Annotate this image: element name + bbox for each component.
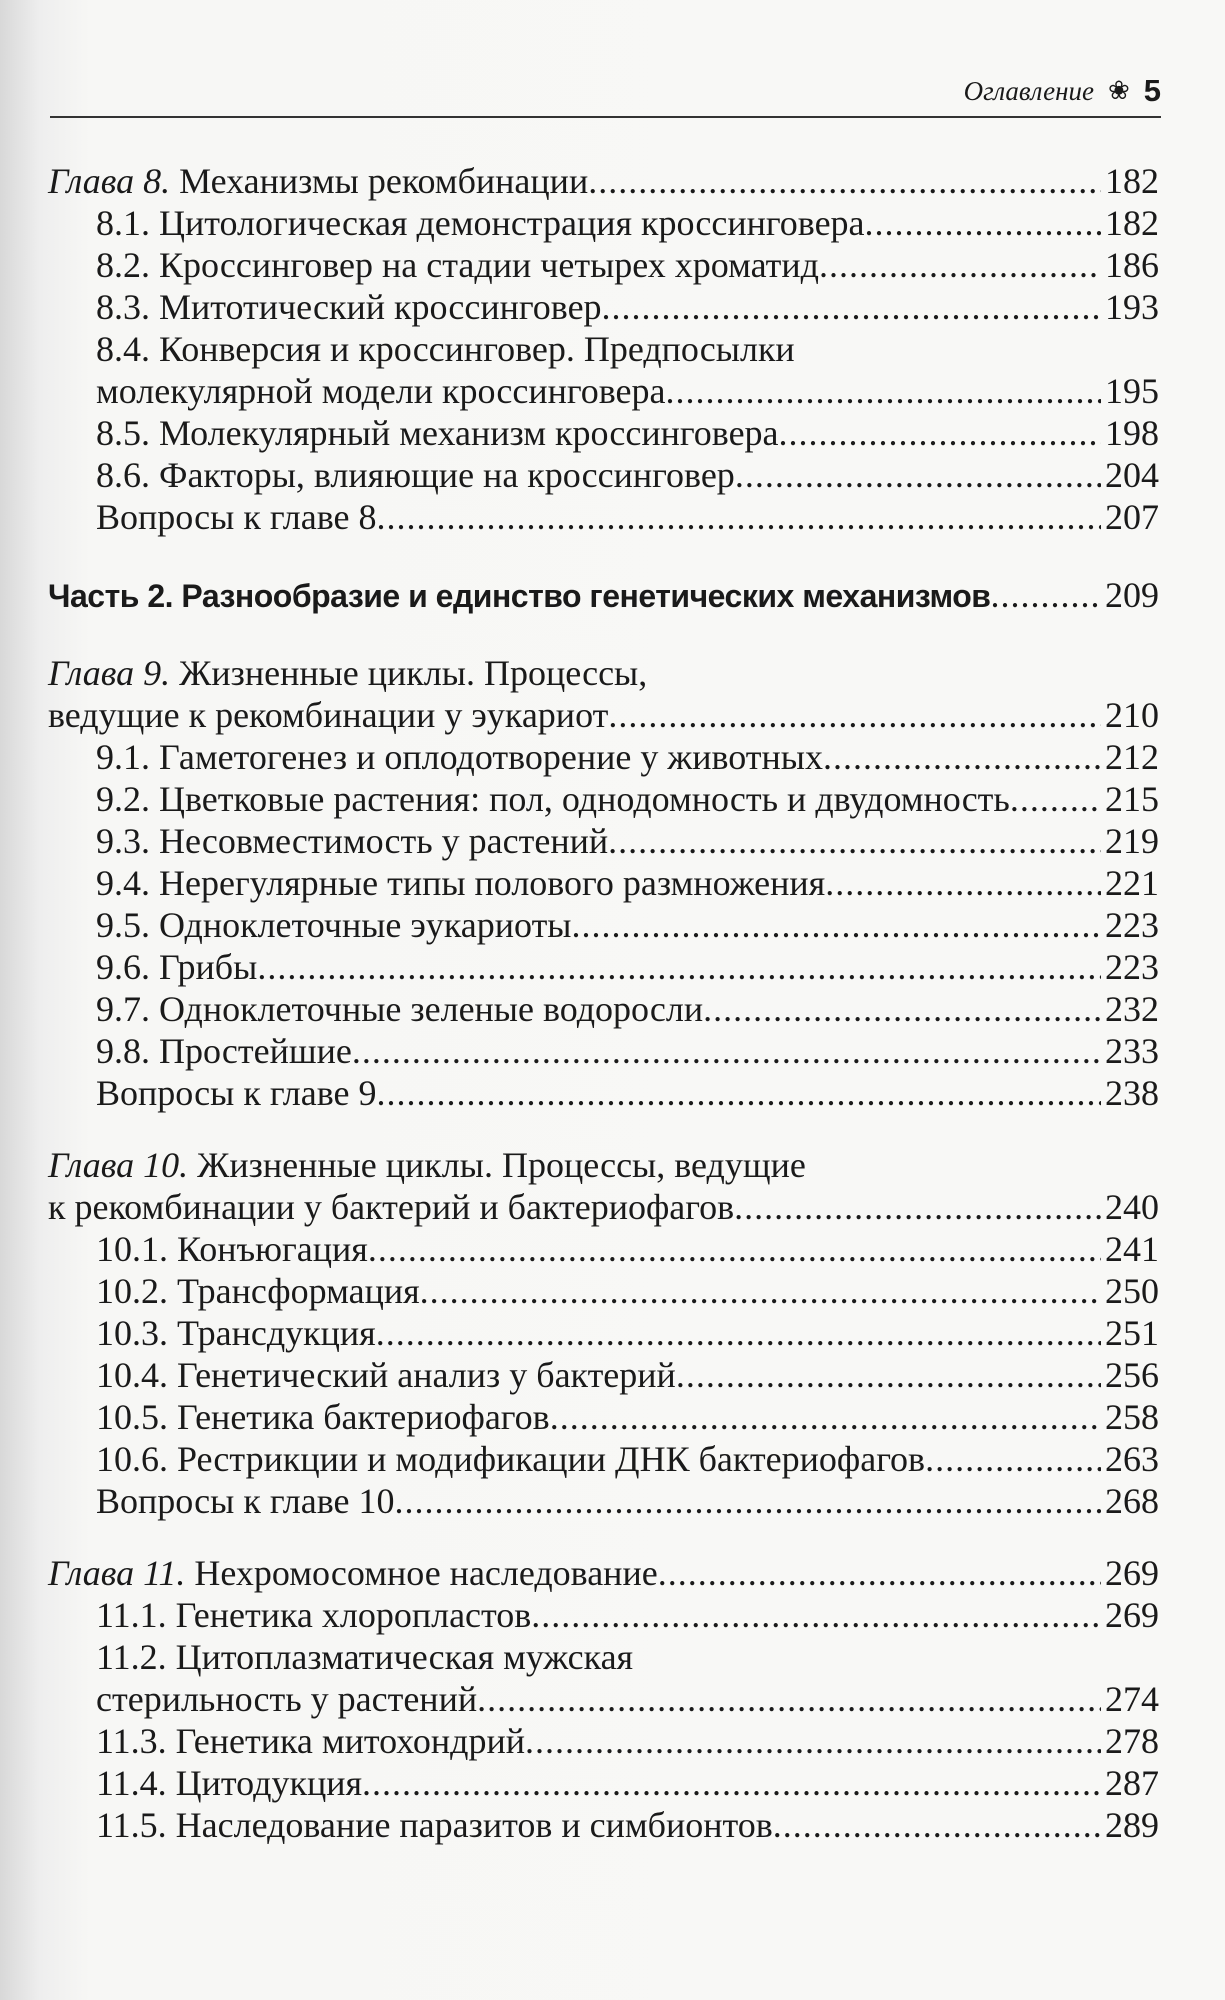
page-ref: 269 bbox=[1105, 1595, 1159, 1635]
chapter-title: ведущие к рекомбинации у эукариот bbox=[48, 695, 609, 735]
item-label: 10.6. Рестрикции и модификации ДНК бактериофагов bbox=[96, 1439, 926, 1479]
flower-ornament-icon: ❀ bbox=[1107, 76, 1130, 105]
item-label: 8.5. Молекулярный механизм кроссинговера bbox=[96, 413, 779, 453]
item-label: Вопросы к главе 10 bbox=[96, 1481, 395, 1521]
item-label: 8.1. Цитологическая демонстрация кроссинговера bbox=[96, 203, 865, 243]
page-ref: 269 bbox=[1105, 1553, 1159, 1593]
item-label: 10.5. Генетика бактериофагов bbox=[96, 1397, 550, 1437]
chapter-title: Нехромосомное наследование bbox=[194, 1553, 658, 1593]
chapter-title: Механизмы рекомбинации bbox=[179, 161, 589, 201]
running-header bbox=[50, 66, 1161, 118]
chapter-11-entry[interactable] bbox=[48, 1552, 1159, 1594]
toc-item-9-1[interactable] bbox=[48, 736, 1159, 778]
toc-item-9-5[interactable] bbox=[48, 904, 1159, 946]
item-label: 10.4. Генетический анализ у бактерий bbox=[96, 1355, 676, 1395]
item-label: 8.2. Кроссинговер на стадии четырех хроматид bbox=[96, 245, 819, 285]
page-ref: 219 bbox=[1105, 821, 1159, 861]
item-label: 11.2. Цитоплазматическая мужская bbox=[96, 1637, 634, 1677]
page-ref: 207 bbox=[1105, 497, 1159, 537]
toc-item-9-3[interactable] bbox=[48, 820, 1159, 862]
page-ref: 193 bbox=[1105, 287, 1159, 327]
part-2-entry[interactable] bbox=[48, 574, 1159, 616]
item-label: 9.7. Одноклеточные зеленые водоросли bbox=[96, 989, 704, 1029]
chapter-prefix: Глава 8. bbox=[48, 161, 171, 201]
toc-item-10-1[interactable] bbox=[48, 1228, 1159, 1270]
item-label: 9.6. Грибы bbox=[96, 947, 258, 987]
chapter-9-entry[interactable] bbox=[48, 694, 1159, 736]
item-label: 10.2. Трансформация bbox=[96, 1271, 420, 1311]
toc-item-10-4[interactable] bbox=[48, 1354, 1159, 1396]
toc-item-11-1[interactable] bbox=[48, 1594, 1159, 1636]
chapter-title: к рекомбинации у бактерий и бактериофагов bbox=[48, 1187, 735, 1227]
item-label: Вопросы к главе 9 bbox=[96, 1073, 377, 1113]
toc-item-9-2[interactable] bbox=[48, 778, 1159, 820]
page-ref: 258 bbox=[1105, 1397, 1159, 1437]
item-label: 9.5. Одноклеточные эукариоты bbox=[96, 905, 572, 945]
toc-item-11-3[interactable] bbox=[48, 1720, 1159, 1762]
header-title: Оглавление bbox=[963, 75, 1094, 106]
toc-item-11-2-line1[interactable] bbox=[48, 1636, 1159, 1678]
toc-item-8-3[interactable] bbox=[48, 286, 1159, 328]
page-ref: 274 bbox=[1105, 1679, 1159, 1719]
toc-item-questions-10[interactable] bbox=[48, 1480, 1159, 1522]
item-label: 9.1. Гаметогенез и оплодотворение у животных bbox=[96, 737, 823, 777]
item-label: 11.3. Генетика митохондрий bbox=[96, 1721, 526, 1761]
toc-item-questions-9[interactable] bbox=[48, 1072, 1159, 1114]
item-label: 10.3. Трансдукция bbox=[96, 1313, 376, 1353]
toc-item-10-5[interactable] bbox=[48, 1396, 1159, 1438]
toc-item-8-5[interactable] bbox=[48, 412, 1159, 454]
toc-item-8-2[interactable] bbox=[48, 244, 1159, 286]
toc-item-10-3[interactable] bbox=[48, 1312, 1159, 1354]
table-of-contents bbox=[48, 160, 1159, 1846]
item-label: молекулярной модели кроссинговера bbox=[96, 371, 666, 411]
item-label: 11.5. Наследование паразитов и симбионтов bbox=[96, 1805, 773, 1845]
page-ref: 232 bbox=[1105, 989, 1159, 1029]
toc-item-11-4[interactable] bbox=[48, 1762, 1159, 1804]
chapter-9-entry-line1[interactable] bbox=[48, 652, 1159, 694]
page-ref: 186 bbox=[1105, 245, 1159, 285]
page-ref: 241 bbox=[1105, 1229, 1159, 1269]
page-ref: 195 bbox=[1105, 371, 1159, 411]
toc-item-10-6[interactable] bbox=[48, 1438, 1159, 1480]
item-label: 8.3. Митотический кроссинговер bbox=[96, 287, 602, 327]
toc-item-9-4[interactable] bbox=[48, 862, 1159, 904]
toc-item-11-5[interactable] bbox=[48, 1804, 1159, 1846]
toc-item-questions-8[interactable] bbox=[48, 496, 1159, 538]
item-label: 8.4. Конверсия и кроссинговер. Предпосылки bbox=[96, 329, 795, 369]
item-label: 9.2. Цветковые растения: пол, однодомность и двудомность bbox=[96, 779, 1010, 819]
chapter-10-entry[interactable] bbox=[48, 1186, 1159, 1228]
page-ref: 182 bbox=[1105, 203, 1159, 243]
item-label: 11.4. Цитодукция bbox=[96, 1763, 363, 1803]
item-label: 9.3. Несовместимость у растений bbox=[96, 821, 609, 861]
page-ref: 223 bbox=[1105, 905, 1159, 945]
page-ref: 223 bbox=[1105, 947, 1159, 987]
page-ref: 221 bbox=[1105, 863, 1159, 903]
page-ref: 268 bbox=[1105, 1481, 1159, 1521]
toc-item-9-7[interactable] bbox=[48, 988, 1159, 1030]
toc-item-9-8[interactable] bbox=[48, 1030, 1159, 1072]
item-label: 9.8. Простейшие bbox=[96, 1031, 352, 1071]
toc-item-8-6[interactable] bbox=[48, 454, 1159, 496]
page-ref: 215 bbox=[1105, 779, 1159, 819]
page-ref: 278 bbox=[1105, 1721, 1159, 1761]
page-ref: 204 bbox=[1105, 455, 1159, 495]
page-ref: 289 bbox=[1105, 1805, 1159, 1845]
page-ref: 251 bbox=[1105, 1313, 1159, 1353]
toc-item-8-1[interactable] bbox=[48, 202, 1159, 244]
page-ref: 198 bbox=[1105, 413, 1159, 453]
chapter-prefix: Глава 9. bbox=[48, 653, 171, 693]
chapter-prefix: Глава 11. bbox=[48, 1553, 186, 1593]
item-label: 11.1. Генетика хлоропластов bbox=[96, 1595, 532, 1635]
page-ref: 233 bbox=[1105, 1031, 1159, 1071]
item-label: 10.1. Конъюгация bbox=[96, 1229, 368, 1269]
page-ref: 182 bbox=[1105, 161, 1159, 201]
item-label: стерильность у растений bbox=[96, 1679, 478, 1719]
page-ref: 256 bbox=[1105, 1355, 1159, 1395]
item-label: 8.6. Факторы, влияющие на кроссинговер bbox=[96, 455, 735, 495]
page-ref: 240 bbox=[1105, 1187, 1159, 1227]
item-label: 9.4. Нерегулярные типы полового размножения bbox=[96, 863, 826, 903]
chapter-title: Жизненные циклы. Процессы, ведущие bbox=[197, 1145, 806, 1185]
toc-item-9-6[interactable] bbox=[48, 946, 1159, 988]
page-ref: 238 bbox=[1105, 1073, 1159, 1113]
page-number: 5 bbox=[1143, 73, 1161, 108]
part-title: Часть 2. Разнообразие и единство генетических механизмов bbox=[48, 578, 991, 614]
page-ref: 212 bbox=[1105, 737, 1159, 777]
chapter-prefix: Глава 10. bbox=[48, 1145, 189, 1185]
chapter-10-entry-line1[interactable] bbox=[48, 1144, 1159, 1186]
toc-item-11-2[interactable] bbox=[48, 1678, 1159, 1720]
toc-item-10-2[interactable] bbox=[48, 1270, 1159, 1312]
toc-item-8-4-line1[interactable] bbox=[48, 328, 1159, 370]
chapter-8-entry[interactable] bbox=[48, 160, 1159, 202]
page-ref: 210 bbox=[1105, 695, 1159, 735]
page-ref: 287 bbox=[1105, 1763, 1159, 1803]
page-ref: 263 bbox=[1105, 1439, 1159, 1479]
toc-item-8-4[interactable] bbox=[48, 370, 1159, 412]
item-label: Вопросы к главе 8 bbox=[96, 497, 377, 537]
chapter-title: Жизненные циклы. Процессы, bbox=[179, 653, 648, 693]
page-ref: 209 bbox=[1105, 575, 1159, 615]
page-ref: 250 bbox=[1105, 1271, 1159, 1311]
